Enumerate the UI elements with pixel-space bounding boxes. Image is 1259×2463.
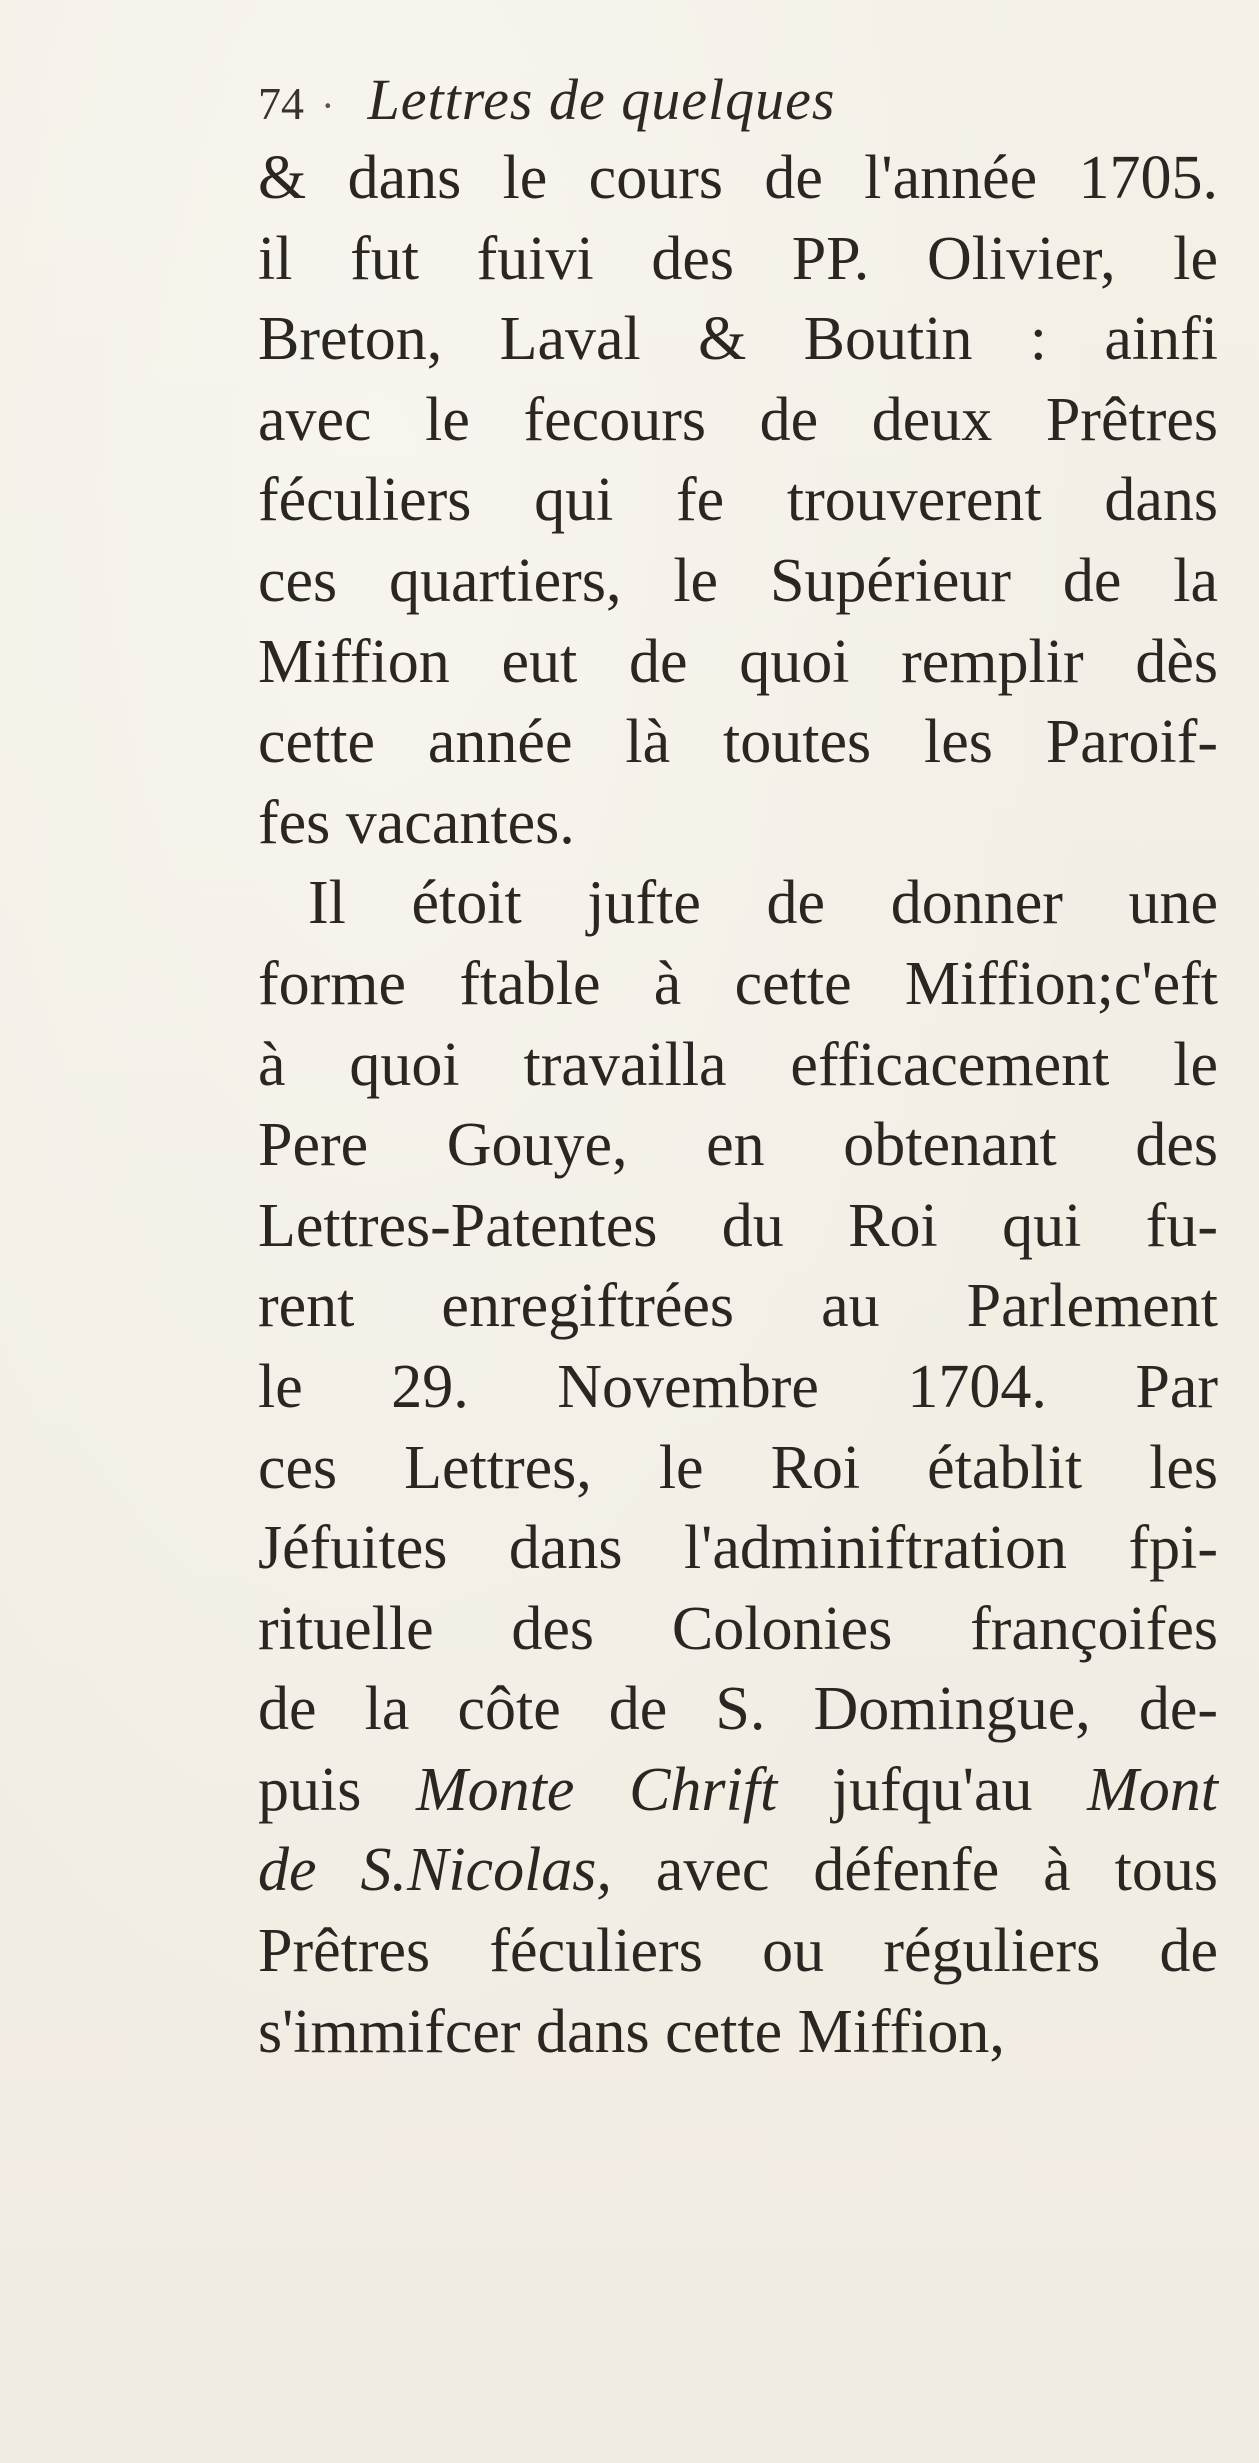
text-line: Prêtres féculiers ou réguliers de [258, 1917, 1218, 1986]
text-line: Breton, Laval & Boutin : ainfi [258, 305, 1218, 374]
text-line: rituelle des Colonies françoifes [258, 1594, 1218, 1663]
italic-place-name: Monte Chrift [416, 1755, 778, 1824]
text-line: ces Lettres, le Roi établit les [258, 1433, 1218, 1502]
text-line: de la côte de S. Domingue, de- [258, 1675, 1218, 1744]
text-fragment: avec défenfe à tous [655, 1836, 1218, 1905]
text-line: Pere Gouye, en obtenant des [258, 1111, 1218, 1180]
text-line: Lettres-Patentes du Roi qui fu- [258, 1191, 1218, 1260]
text-line: le 29. Novembre 1704. Par [258, 1352, 1218, 1421]
header-separator: · [321, 83, 335, 128]
paragraph-start-line: Il étoit jufte de donner une [308, 869, 1218, 938]
text-fragment: puis [258, 1755, 362, 1824]
text-line: avec le fecours de deux Prêtres [258, 385, 1218, 454]
text-line: à quoi travailla efficacement le [258, 1030, 1218, 1099]
text-line: cette année là toutes les Paroif- [258, 708, 1218, 777]
text-line: s'immifcer dans cette Miffion, [258, 1997, 1005, 2066]
text-line-mixed [258, 1830, 1218, 1911]
text-line: rent enregiftrées au Parlement [258, 1272, 1218, 1341]
text-line: & dans le cours de l'année 1705. [258, 144, 1218, 212]
italic-place-name: de S.Nicolas, [258, 1836, 612, 1905]
text-line: Jéfuites dans l'adminiftration fpi- [258, 1514, 1218, 1583]
page-body [258, 138, 1218, 2072]
text-line: Miffion eut de quoi remplir dès [258, 627, 1218, 696]
paragraph-end-line: fes vacantes. [258, 788, 575, 857]
italic-place-name: Mont [1087, 1755, 1219, 1824]
text-line-mixed [258, 1750, 1218, 1831]
text-fragment: jufqu'au [831, 1755, 1033, 1824]
running-title: Lettres de quelques [367, 67, 836, 132]
text-line: il fut fuivi des PP. Olivier, le [258, 224, 1218, 293]
page-number: 74 [258, 78, 304, 129]
page-header [258, 66, 1158, 146]
text-line: ces quartiers, le Supérieur de la [258, 546, 1218, 615]
text-line: forme ftable à cette Miffion;c'eft [258, 949, 1218, 1018]
text-line: féculiers qui fe trouverent dans [258, 466, 1218, 535]
